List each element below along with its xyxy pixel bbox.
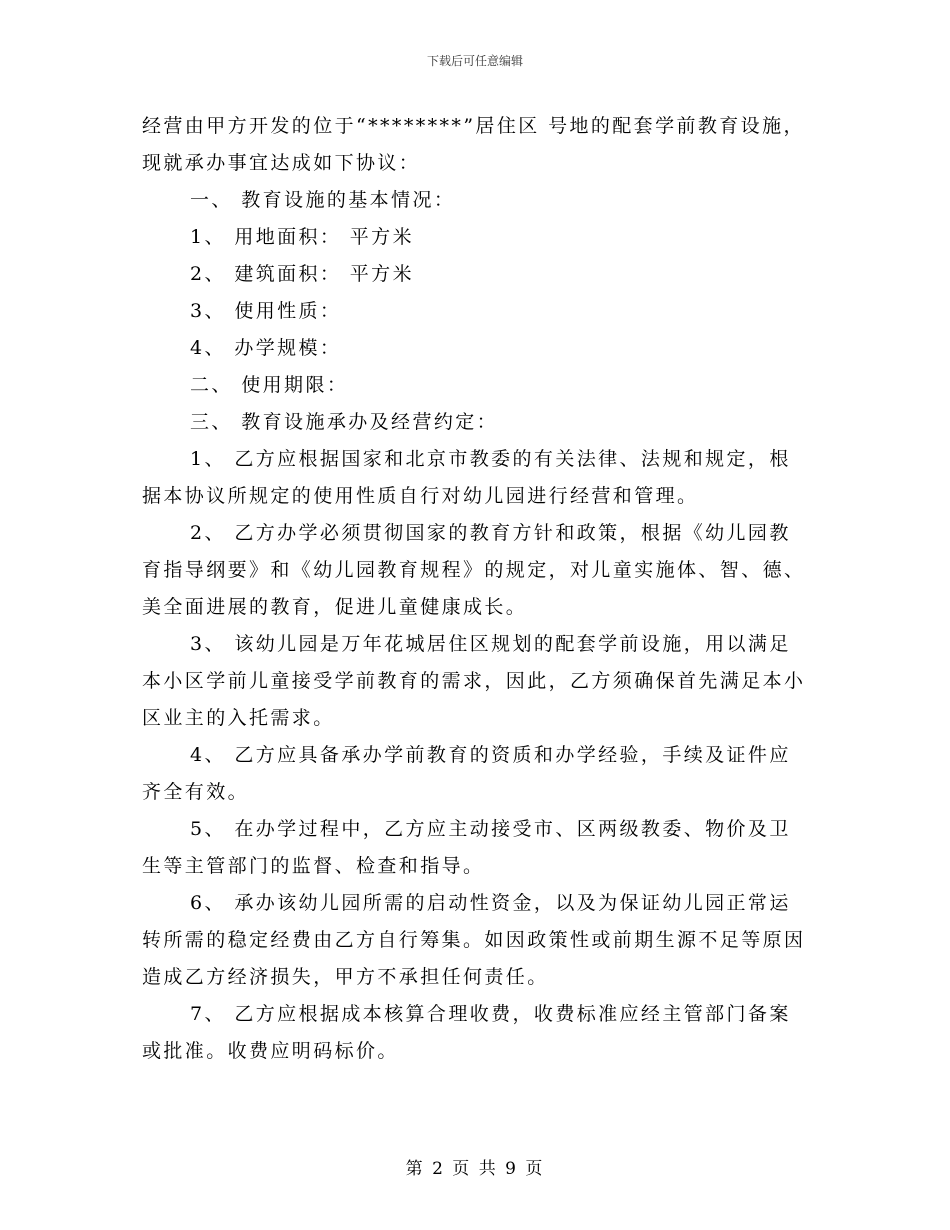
clause-5: 5、 在办学过程中，乙方应主动接受市、区两级教委、物价及卫生等主管部门的监督、检查和指导。 [142, 818, 791, 877]
clause-6: 6、 承办该幼儿园所需的启动性资金，以及为保证幼儿园正常运转所需的稳定经费由乙方自行筹集。如因政策性或前期生源不足等原因造成乙方经济损失，甲方不承担任何责任。 [142, 892, 806, 988]
list-item-land-area: 1、 用地面积： 平方米 [190, 226, 414, 248]
page-number: 第 2 页 共 9 页 [405, 1159, 545, 1179]
document-body [142, 108, 810, 1070]
clause-1: 1、 乙方应根据国家和北京市教委的有关法律、法规和规定，根据本协议所规定的使用性质自行对幼儿园进行经营和管理。 [142, 448, 791, 507]
page-header-note: 下载后可任意编辑 [426, 54, 523, 68]
section-heading-3: 三、 教育设施承办及经营约定： [190, 411, 499, 433]
clause-2: 2、 乙方办学必须贯彻国家的教育方针和政策，根据《幼儿园教育指导纲要》和《幼儿园教育规程》的规定，对儿童实施体、智、德、美全面进展的教育，促进儿童健康成长。 [142, 522, 806, 618]
section-heading-1: 一、 教育设施的基本情况： [190, 189, 456, 211]
clause-4: 4、 乙方应具备承办学前教育的资质和办学经验，手续及证件应齐全有效。 [142, 744, 791, 803]
list-item-usage-nature: 3、 使用性质： [190, 300, 342, 322]
paragraph-intro: 经营由甲方开发的位于“********”居住区 号地的配套学前教育设施，现就承办事宜达成如下协议： [142, 115, 805, 174]
list-item-school-scale: 4、 办学规模： [190, 337, 342, 359]
clause-3: 3、 该幼儿园是万年花城居住区规划的配套学前设施，用以满足本小区学前儿童接受学前教育的需求，因此，乙方须确保首先满足本小区业主的入托需求。 [142, 633, 806, 729]
section-heading-2: 二、 使用期限： [190, 374, 349, 396]
list-item-building-area: 2、 建筑面积： 平方米 [190, 263, 414, 285]
clause-7: 7、 乙方应根据成本核算合理收费，收费标准应经主管部门备案或批准。收费应明码标价。 [142, 1003, 791, 1062]
